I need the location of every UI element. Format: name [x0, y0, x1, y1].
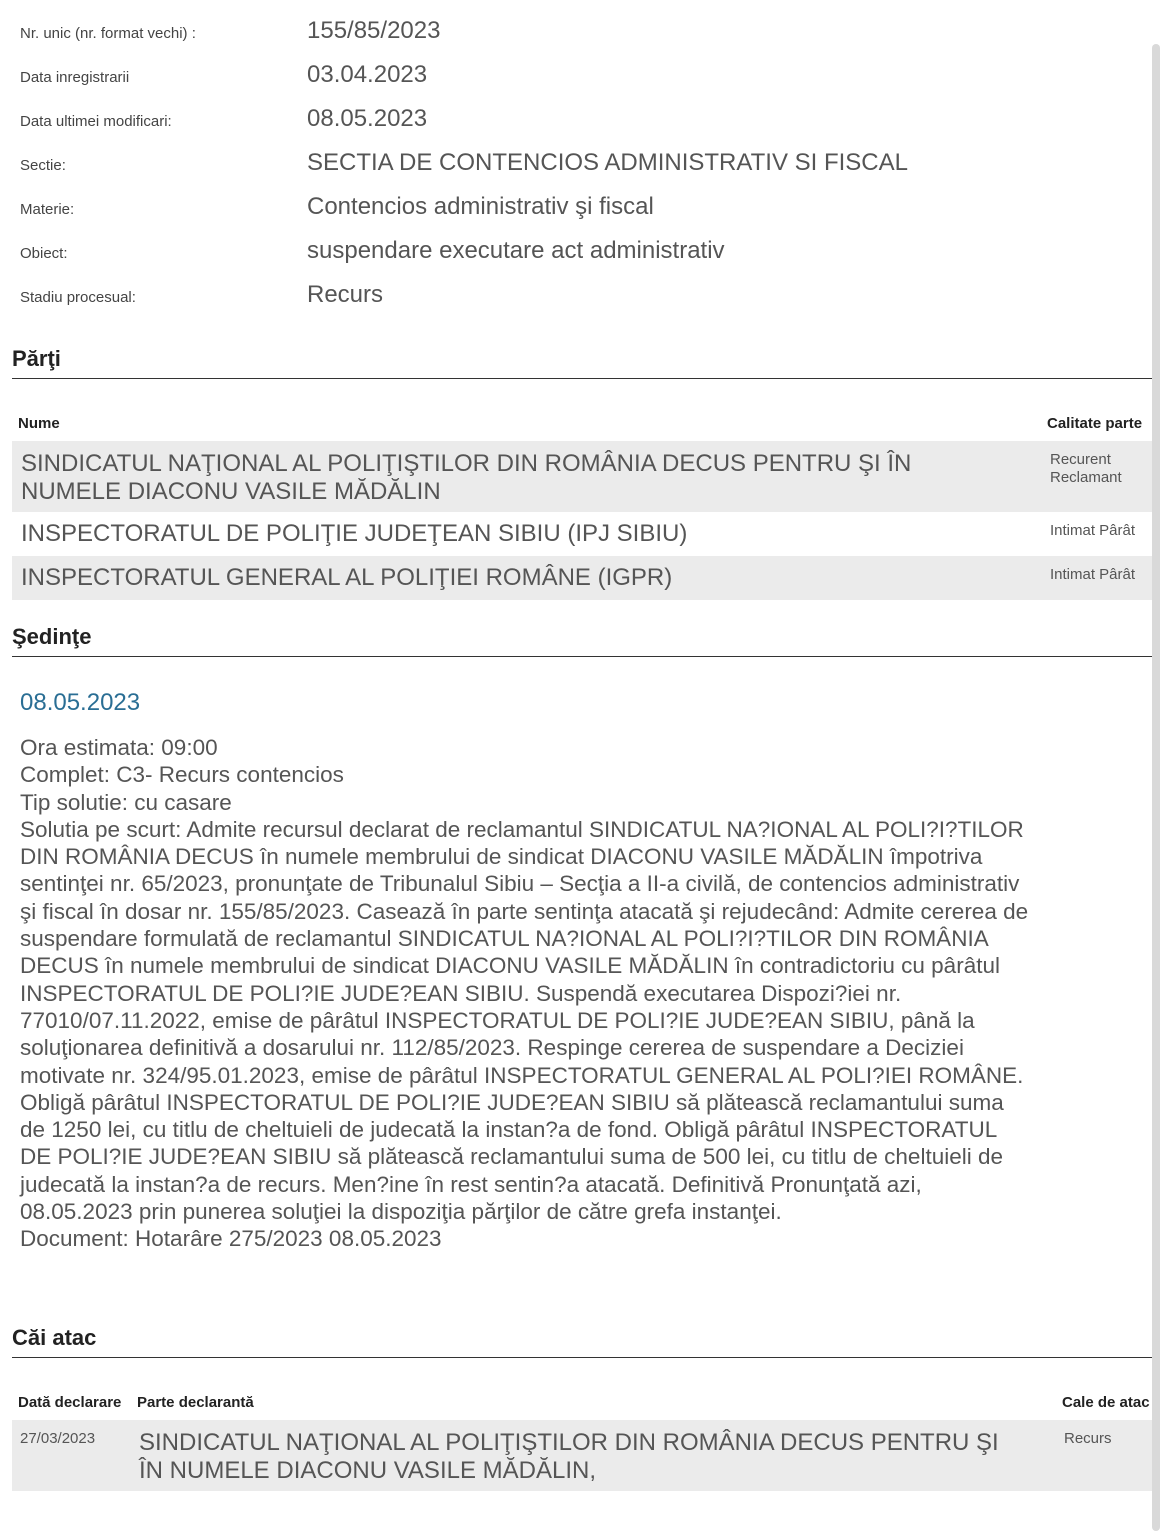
- party-row: [12, 512, 1158, 556]
- party-quality: Recurent Reclamant: [1050, 451, 1122, 486]
- session-date: 08.05.2023: [20, 689, 141, 716]
- column-header-nume: Nume: [18, 415, 60, 432]
- sedinte-heading: Şedinţe: [12, 624, 1158, 657]
- info-value: suspendare executare act administrativ: [307, 237, 725, 264]
- party-quality: Intimat Pârât: [1050, 522, 1136, 539]
- info-label: Stadiu procesual:: [20, 289, 136, 306]
- info-label: Obiect:: [20, 245, 68, 262]
- parti-heading: Părţi: [12, 346, 1158, 379]
- session-line: sentinţei nr. 65/2023, pronunţate de Tribunalul Sibiu – Secţia a II-a civilă, de contencios administrativ: [20, 871, 1020, 897]
- info-row-stadiu: [0, 281, 1150, 333]
- session-line: Solutia pe scurt: Admite recursul declarat de reclamantul SINDICATUL NA?IONAL AL POLI?I?TILOR: [20, 816, 1024, 842]
- info-label: Nr. unic (nr. format vechi) :: [20, 25, 196, 42]
- session-line: de 1250 lei, cu titlu de cheltuieli de judecată la instan?a de fond. Obligă pârâtul INSPECTORATUL: [20, 1117, 998, 1143]
- session-line: judecată la instan?a de recurs. Men?ine în rest sentin?a atacată. Definitivă Pronunţată azi,: [20, 1171, 922, 1197]
- info-value: SECTIA DE CONTENCIOS ADMINISTRATIV SI FISCAL: [307, 149, 908, 176]
- info-value: 08.05.2023: [307, 105, 428, 132]
- session-line: Ora estimata: 09:00: [20, 735, 218, 760]
- session-details: [20, 734, 1150, 1253]
- party-row: [12, 556, 1158, 600]
- party-name: INSPECTORATUL GENERAL AL POLIŢIEI ROMÂNE (IGPR): [21, 564, 673, 591]
- column-header-parte-declaranta: Parte declarantă: [137, 1394, 254, 1411]
- column-header-calitate: Calitate parte: [1047, 415, 1143, 432]
- session-line: DE POLI?IE JUDE?EAN SIBIU să plătească reclamantului suma de 500 lei, cu titlu de cheltuieli de: [20, 1144, 1003, 1170]
- info-value: 03.04.2023: [307, 61, 428, 88]
- session-line: 77010/07.11.2022, emise de pârâtul INSPECTORATUL DE POLI?IE JUDE?EAN SIBIU, până la: [20, 1007, 975, 1033]
- info-value: Recurs: [307, 281, 384, 308]
- scrollbar[interactable]: [1152, 44, 1160, 1531]
- session-line: motivate nr. 324/95.01.2023, emise de pârâtul INSPECTORATUL GENERAL AL POLI?IEI ROMÂNE.: [20, 1062, 1024, 1088]
- session-line: DIN ROMÂNIA DECUS în numele membrului de sindicat DIACONU VASILE MĂDĂLIN împotriva: [20, 844, 983, 870]
- appeal-row: [12, 1420, 1158, 1491]
- info-row-obiect: [0, 237, 1150, 289]
- party-quality: Intimat Pârât: [1050, 566, 1136, 583]
- party-row: [12, 441, 1158, 512]
- info-row-data-inregistrarii: [0, 61, 1150, 113]
- party-name: INSPECTORATUL DE POLIŢIE JUDEŢEAN SIBIU (IPJ SIBIU): [21, 520, 688, 547]
- session-line: Tip solutie: cu casare: [20, 789, 232, 815]
- session-line: Obligă pârâtul INSPECTORATUL DE POLI?IE JUDE?EAN SIBIU să plătească reclamantului suma: [20, 1089, 1004, 1115]
- session-line: soluţionarea definitivă a dosarului nr. 112/85/2023. Respinge cererea de suspendare a Deciziei: [20, 1035, 964, 1061]
- appeal-way: Recurs: [1064, 1430, 1112, 1447]
- session-line: 08.05.2023 prin punerea soluţiei la dispoziţia părţilor de către grefa instanţei.: [20, 1199, 782, 1225]
- session-line: Document: Hotarâre 275/2023 08.05.2023: [20, 1226, 442, 1252]
- appeal-date: 27/03/2023: [20, 1430, 96, 1447]
- column-header-data-declarare: Dată declarare: [18, 1394, 122, 1411]
- appeal-party: SINDICATUL NAŢIONAL AL POLIŢIŞTILOR DIN ROMÂNIA DECUS PENTRU ŞI ÎN NUMELE DIACONU VASILE MĂDĂLIN,: [139, 1429, 999, 1484]
- info-label: Sectie:: [20, 157, 66, 174]
- info-value: Contencios administrativ şi fiscal: [307, 193, 654, 220]
- info-row-nr-unic: [0, 17, 1150, 69]
- session-line: INSPECTORATUL DE POLI?IE JUDE?EAN SIBIU. Suspendă executarea Dispozi?iei nr.: [20, 980, 902, 1006]
- session-line: DECUS în numele membrului de sindicat DIACONU VASILE MĂDĂLIN în contradictoriu cu pârâtul: [20, 953, 1000, 979]
- party-name: SINDICATUL NAŢIONAL AL POLIŢIŞTILOR DIN ROMÂNIA DECUS PENTRU ŞI ÎN NUMELE DIACONU VASILE MĂDĂLIN: [21, 450, 912, 505]
- info-label: Materie:: [20, 201, 75, 218]
- session-line: Complet: C3- Recurs contencios: [20, 762, 344, 788]
- cai-atac-heading: Căi atac: [12, 1325, 1158, 1358]
- info-label: Data ultimei modificari:: [20, 113, 172, 130]
- session-line: şi fiscal în dosar nr. 155/85/2023. Casează în parte sentinţa atacată şi rejudecând: Admite cererea de: [20, 898, 1029, 924]
- info-label: Data inregistrarii: [20, 69, 130, 86]
- column-header-cale-atac: Cale de atac: [1062, 1394, 1150, 1411]
- session-line: suspendare formulată de reclamantul SINDICATUL NA?IONAL AL POLI?I?TILOR DIN ROMÂNIA: [20, 926, 989, 952]
- info-value: 155/85/2023: [307, 17, 441, 44]
